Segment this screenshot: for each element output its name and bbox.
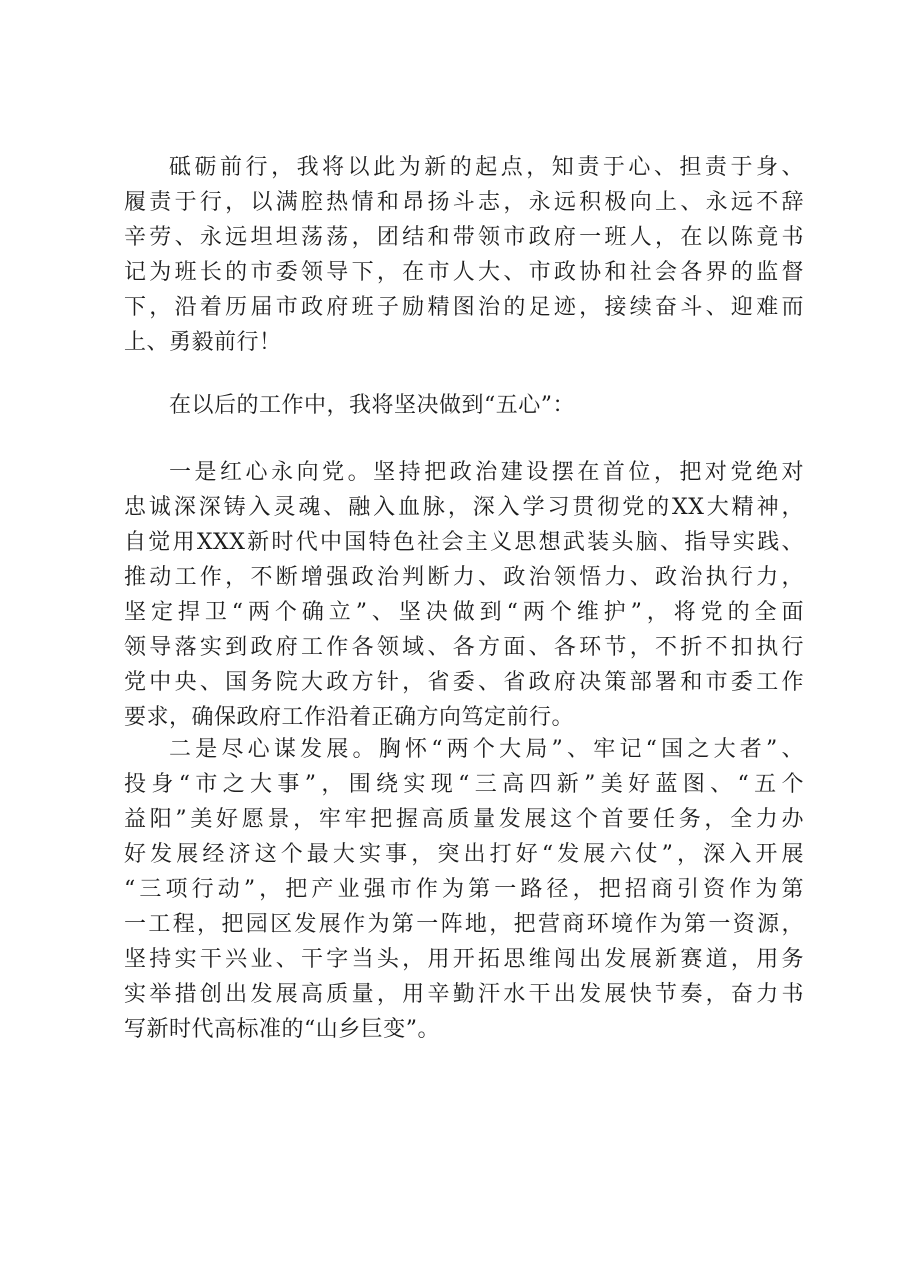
text-line: 下，沿着历届市政府班子励精图治的足迹，接续奋斗、迎难而 bbox=[124, 295, 804, 320]
text-line: 领导落实到政府工作各领域、各方面、各环节，不折不扣执行 bbox=[124, 635, 804, 660]
text-line: 益阳”美好愿景，牢牢把握高质量发展这个首要任务，全力办 bbox=[124, 807, 804, 832]
text-line: “三项行动”，把产业强市作为第一路径，把招商引资作为第 bbox=[124, 877, 804, 902]
text-line: 一是红心永向党。坚持把政治建设摆在首位，把对党绝对 bbox=[169, 460, 804, 485]
text-line: 推动工作，不断增强政治判断力、政治领悟力、政治执行力， bbox=[124, 565, 804, 590]
paragraph-commitment bbox=[124, 150, 804, 360]
text-line: 砥砺前行，我将以此为新的起点，知责于心、担责于身、 bbox=[169, 155, 804, 180]
text-line: 写新时代高标准的“山乡巨变”。 bbox=[124, 1017, 440, 1042]
paragraph-development bbox=[124, 732, 804, 1047]
text-line: 辛劳、永远坦坦荡荡，团结和带领市政府一班人，在以陈竟书 bbox=[124, 225, 804, 250]
text-line: 二是尽心谋发展。胸怀“两个大局”、牢记“国之大者”、 bbox=[169, 737, 804, 762]
text-line: 在以后的工作中，我将坚决做到“五心”： bbox=[169, 393, 575, 418]
text-line: 实举措创出发展高质量，用辛勤汗水干出发展快节奏，奋力书 bbox=[124, 982, 804, 1007]
text-line: 好发展经济这个最大实事，突出打好“发展六仗”，深入开展 bbox=[124, 842, 804, 867]
paragraph-five-hearts-intro bbox=[124, 388, 804, 423]
text-line: 要求，确保政府工作沿着正确方向笃定前行。 bbox=[124, 705, 575, 730]
paragraph-loyalty-to-party bbox=[124, 455, 804, 735]
text-line: 坚定捍卫“两个确立”、坚决做到“两个维护”，将党的全面 bbox=[124, 600, 804, 625]
text-line: 自觉用XXX新时代中国特色社会主义思想武装头脑、指导实践、 bbox=[124, 530, 804, 555]
text-line: 履责于行，以满腔热情和昂扬斗志，永远积极向上、永远不辞 bbox=[124, 190, 804, 215]
text-line: 忠诚深深铸入灵魂、融入血脉，深入学习贯彻党的XX大精神， bbox=[124, 495, 804, 520]
text-line: 记为班长的市委领导下，在市人大、市政协和社会各界的监督 bbox=[124, 260, 804, 285]
text-line: 坚持实干兴业、干字当头，用开拓思维闯出发展新赛道，用务 bbox=[124, 947, 804, 972]
text-line: 党中央、国务院大政方针，省委、省政府决策部署和市委工作 bbox=[124, 670, 804, 695]
text-line: 上、勇毅前行！ bbox=[124, 330, 282, 355]
text-line: 一工程，把园区发展作为第一阵地，把营商环境作为第一资源， bbox=[124, 912, 804, 937]
text-line: 投身“市之大事”，围绕实现“三高四新”美好蓝图、“五个 bbox=[124, 772, 804, 797]
